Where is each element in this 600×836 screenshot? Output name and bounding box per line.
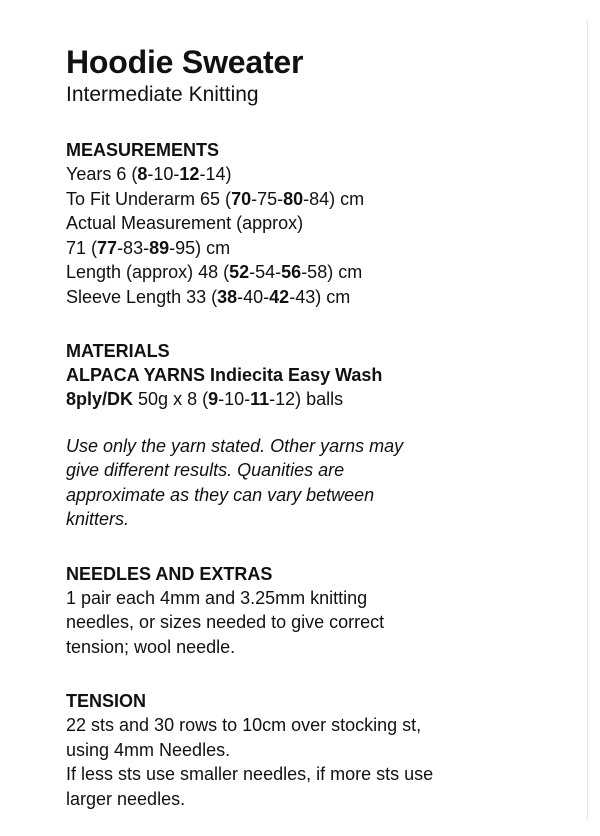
yarn-note-line: knitters. [66, 509, 130, 529]
actual-measurement-line: 71 (77-83-89-95) cm [66, 237, 231, 258]
yarn-name: ALPACA YARNS Indiecita Easy Wash [66, 365, 383, 385]
needles-line: 1 pair each 4mm and 3.25mm knitting [66, 587, 368, 608]
yarn-note [66, 434, 566, 532]
yarn-note-line: approximate as they can vary between [66, 484, 375, 505]
needles-line: needles, or sizes needed to give correct [66, 612, 385, 632]
years-line: Years 6 (8-10-12-14) [66, 164, 232, 184]
needles-line: tension; wool needle. [66, 636, 236, 657]
pattern-title: Hoodie Sweater [66, 44, 304, 80]
page-edge-divider [587, 20, 588, 820]
sleeve-length-line: Sleeve Length 33 (38-40-42-43) cm [66, 286, 351, 307]
tension-line: If less sts use smaller needles, if more sts use [66, 764, 434, 784]
yarn-quantity-line: 8ply/DK 50g x 8 (9-10-11-12) balls [66, 389, 344, 409]
tension-heading: TENSION [66, 691, 147, 711]
materials-section [66, 339, 566, 532]
tension-line: larger needles. [66, 788, 186, 809]
tension-section [66, 689, 566, 811]
pattern-content [66, 42, 566, 811]
yarn-note-line: give different results. Quanities are [66, 460, 345, 480]
needles-heading: NEEDLES AND EXTRAS [66, 563, 273, 584]
underarm-line: To Fit Underarm 65 (70-75-80-84) cm [66, 188, 365, 209]
length-line: Length (approx) 48 (52-54-56-58) cm [66, 262, 363, 282]
measurements-heading: MEASUREMENTS [66, 140, 220, 160]
needles-section [66, 562, 566, 660]
materials-heading: MATERIALS [66, 341, 170, 361]
actual-measurement-label: Actual Measurement (approx) [66, 213, 304, 233]
measurements-section [66, 138, 566, 309]
tension-line: using 4mm Needles. [66, 739, 231, 760]
tension-line: 22 sts and 30 rows to 10cm over stocking st, [66, 715, 422, 735]
pattern-subtitle: Intermediate Knitting [66, 83, 259, 106]
yarn-note-line: Use only the yarn stated. Other yarns may [66, 435, 404, 456]
